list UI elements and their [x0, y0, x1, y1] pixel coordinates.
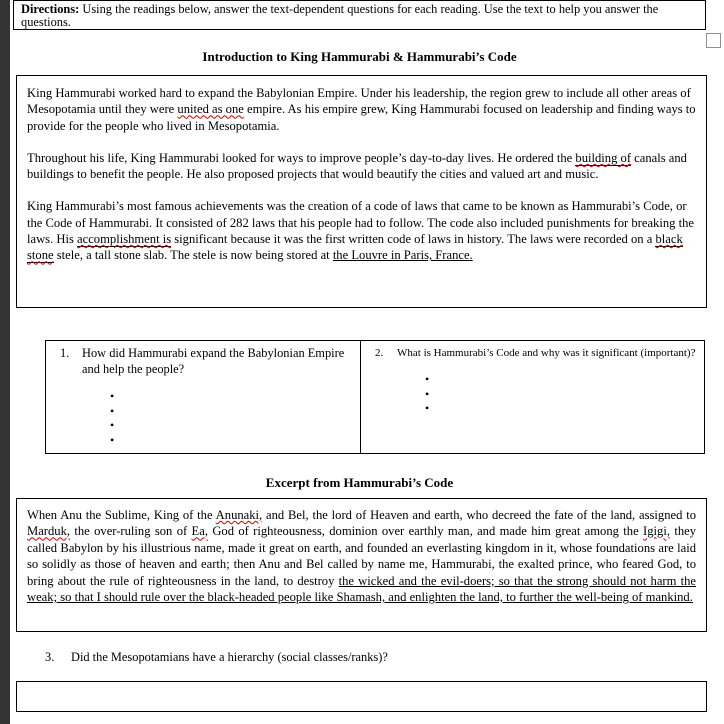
question-2-text: What is Hammurabi’s Code and why was it significant (important)? — [397, 347, 696, 359]
window-left-edge — [0, 0, 10, 724]
scroll-marker-square — [706, 33, 721, 48]
intro-paragraph-3: King Hammurabi’s most famous achievements was the creation of a code of laws that came to be known as Hammurabi’s Code, or the Code of Hammurabi. It consisted of 282 laws that his people had to follow. The code also included punishments for breaking the laws. His accomplishment is significant because it was the first written code of laws in history. The laws were recorded on a black stone stele, a tall stone slab. The stele is now being stored at the Louvre in Paris, France. — [27, 199, 694, 263]
question-1-bullet-list[interactable] — [60, 389, 352, 447]
bullet-item[interactable]: • — [110, 389, 115, 403]
bullet-item[interactable]: • — [425, 372, 430, 386]
excerpt-text: When Anu the Sublime, King of the Anunaki, and Bel, the lord of Heaven and earth, who decreed the fate of the land, assigned to Marduk, the over-ruling son of Ea, God of righteousness, dominion over earthly man, and made him great among the Igigi, they called Babylon by his illustrious name, made it great on earth, and founded an everlasting kingdom in it, whose foundations are laid so solidly as those of heaven and earth; then Anu and Bel called by name me, Hammurabi, the exalted prince, who feared God, to bring about the rule of righteousness in the land, to destroy the wicked and the evil-doers; so that the strong should not harm the weak; so that I should rule over the black-headed people like Shamash, and enlighten the land, to further the well-being of mankind. — [27, 508, 696, 605]
excerpt-heading: Excerpt from Hammurabi’s Code — [265, 475, 454, 490]
question-2-cell — [361, 341, 704, 453]
bullet-item[interactable]: • — [110, 432, 115, 447]
question-3-text: Did the Mesopotamians have a hierarchy (social classes/ranks)? — [71, 650, 388, 664]
intro-heading: Introduction to King Hammurabi & Hammurabi’s Code — [202, 49, 517, 64]
question-3 — [45, 650, 685, 665]
question-1-text: How did Hammurabi expand the Babylonian Empire and help the people? — [82, 346, 345, 376]
bullet-item[interactable]: • — [425, 401, 430, 415]
directions-text: Directions: Using the readings below, answer the text-dependent questions for each reading. Use the text to help you answer the questions. — [21, 2, 659, 29]
intro-box — [16, 75, 707, 308]
intro-paragraph-1: King Hammurabi worked hard to expand the Babylonian Empire. Under his leadership, the region grew to include all other areas of Mesopotamia until they were united as one empire. As his empire grew, King Hammurabi focused on leadership and finding ways to provide for the people who lived in Mesopotamia. — [27, 86, 696, 133]
question-2 — [375, 346, 696, 360]
question-1-number: 1. — [60, 346, 70, 360]
question-2-bullet-list[interactable] — [375, 372, 696, 416]
questions-table — [45, 340, 705, 454]
question-3-number: 3. — [45, 650, 55, 664]
intro-paragraph-2: Throughout his life, King Hammurabi looked for ways to improve people’s day-to-day lives. He ordered the building of canals and buildings to benefit the people. He also proposed projects that would beautify the cities and valued art and music. — [27, 150, 687, 182]
question-1 — [60, 346, 352, 377]
excerpt-box — [16, 498, 707, 632]
answer-box[interactable] — [16, 681, 707, 712]
bullet-item[interactable]: • — [425, 386, 430, 401]
bullet-item[interactable]: • — [110, 403, 115, 418]
question-2-number: 2. — [375, 347, 384, 359]
directions-box — [13, 0, 706, 30]
bullet-item[interactable]: • — [110, 418, 115, 432]
question-1-cell — [46, 341, 361, 453]
